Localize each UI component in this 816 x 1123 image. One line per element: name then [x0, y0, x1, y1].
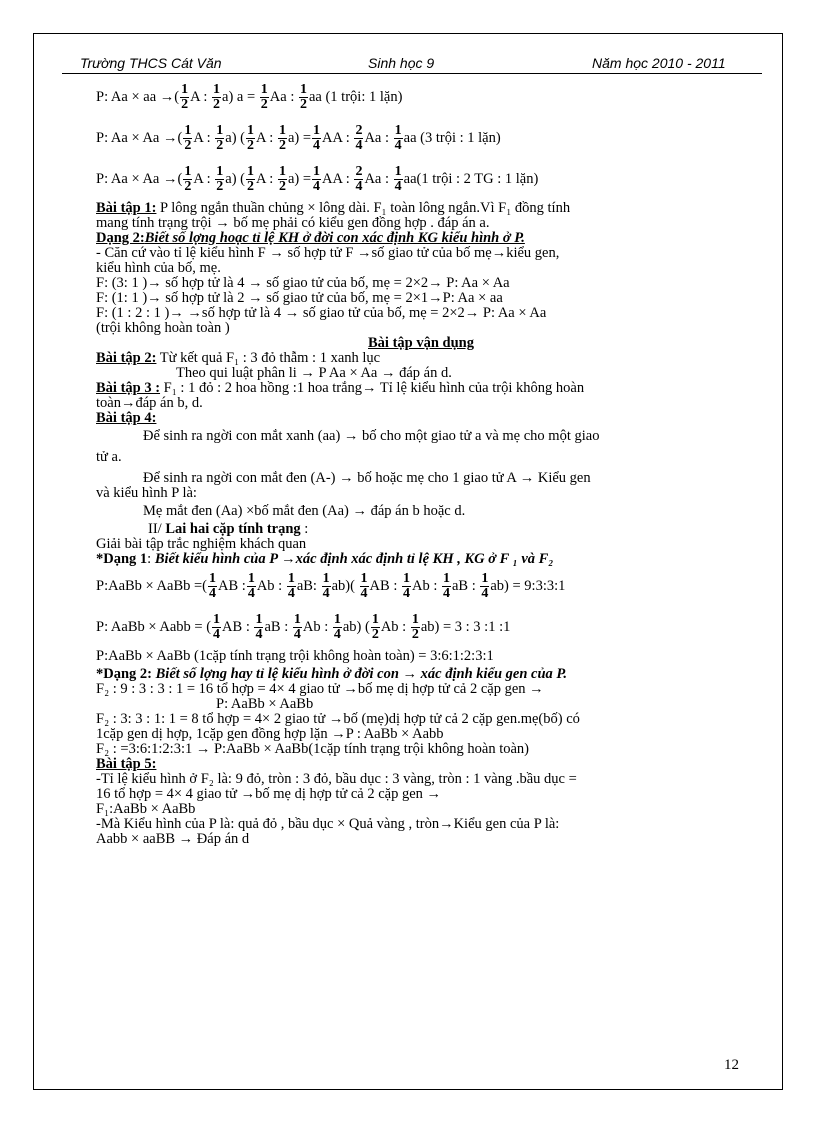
- equation-text: A :: [190, 89, 212, 105]
- equation-text: P: Aa × aa →(: [96, 89, 180, 105]
- equation-text: aa (3 trội : 1 lặn): [403, 130, 501, 146]
- fraction: $\frac{1}{2}$: [278, 123, 286, 154]
- equation-text: ab) (: [342, 619, 370, 635]
- equation-text: aa(1 trội : 2 TG : 1 lặn): [403, 171, 539, 187]
- equation-text: P: AaBb × Aabb = (: [96, 619, 212, 635]
- fraction: $\frac{1}{4}$: [333, 612, 341, 643]
- fraction: $\frac{1}{2}$: [278, 164, 286, 195]
- fraction: $\frac{1}{2}$: [411, 612, 419, 643]
- header-year: Năm học 2010 - 2011: [592, 55, 726, 71]
- equation-text: AA :: [322, 130, 354, 146]
- equation-text: a) (: [225, 130, 245, 146]
- equation-6: P:AaBb × AaBb (1cặp tính trạng trội không hoàn toàn) = 3:6:1:2:3:1: [96, 648, 494, 664]
- equation-3: [96, 160, 746, 198]
- equation-text: aa (1 trội: 1 lặn): [308, 89, 403, 105]
- fraction: $\frac{1}{4}$: [394, 164, 402, 195]
- equation-text: AA :: [322, 171, 354, 187]
- fraction: $\frac{1}{2}$: [184, 164, 192, 195]
- equation-text: aB:: [296, 578, 321, 594]
- equation-4: [96, 567, 746, 605]
- equation-text: A :: [256, 171, 277, 187]
- equation-text: AB :: [222, 619, 254, 635]
- fraction: $\frac{1}{4}$: [287, 571, 295, 602]
- fraction: $\frac{1}{4}$: [442, 571, 450, 602]
- equation-text: Aa :: [364, 171, 393, 187]
- exercise-2: Bài tập 2: Từ kết quả F₁ : 3 đỏ thẫm : 1 xanh lục: [96, 350, 381, 366]
- exercise-3: Bài tập 3 : F₁ : 1 đỏ : 2 hoa hồng :1 hoa trắng→ Tỉ lệ kiểu hình của trội không hoàn: [96, 380, 585, 396]
- fraction: $\frac{1}{4}$: [360, 571, 368, 602]
- fraction: $\frac{1}{2}$: [371, 612, 379, 643]
- section-2-heading: II/ Lai hai cặp tính trạng :: [148, 521, 309, 537]
- document-body: P: Aa × aa →( $\frac{1}{2}$ A : $\frac{1}{2}$ a) a = $\frac{1}{2}$ Aa : $\frac{1}{2}$ aa (1 trội: 1 lặn) P: Aa × Aa →( $\frac{1}{2}$ A : $\frac{1}{2}$ a) ( $\frac{1}{2}$ A : $\frac{1}{2}$ a) = $\frac{1}{4}$ AA : $\frac{2}{4}$ Aa : $\frac{1}{4}$ aa (3 trội : 1 lặn) P: Aa × Aa →( $\frac{1}{2}$ A : $\frac{1}{2}$ a) ( $\frac{1}{2}$ A : $\frac{1}{2}$ a) = $\frac{1}{4}$ AA : $\frac{2}{4}$ Aa : $\frac{1}{4}$ aa(1 trội : 2 TG : 1 lặn) Bài tập 1: P lông ngắn thuần chủng × lông dài. F₁ toàn lông ngắn.Vì F₁ đồng tính mang tính trạng trội → bố mẹ phải có kiểu gen đồng hợp . đáp án a. Dạng 2:Biết số lợng hoạc tỉ lệ KH ở đời con xác định KG kiểu hình ở P. - Căn cứ vào tỉ lệ kiểu hình F → số hợp tử F →số giao tử của bố mẹ→kiểu gen, kiểu hình của bố, mẹ. F: (3: 1 )→ số hợp tử là 4 → số giao tử của bố, mẹ = 2×2→ P: Aa × Aa F: (1: 1 )→ số hợp tử là 2 → số giao tử của bố, mẹ = 2×1→P: Aa × aa F: (1 : 2 : 1 )→ →số hợp tử là 4 → số giao tử của bố, mẹ = 2×2→ P: Aa × Aa (trội không hoàn toàn ) Bài tập vận dụng Bài tập 2: Từ kết quả F₁ : 3 đỏ thẫm : 1 xanh lục Theo qui luật phân li → P Aa × Aa → đáp án d. Bài tập 3 : F₁ : 1 đỏ : 2 hoa hồng :1 hoa trắng→ Tỉ lệ kiểu hình của trội không hoàn toàn→đáp án b, d. Bài tập 4: Để sinh ra ngời con mắt xanh (aa) → bố cho một giao tử a và mẹ cho một giao tử a. Để sinh ra ngời con mắt đen (A-) → bố hoặc mẹ cho 1 giao tử A → Kiểu gen và kiểu hình P là: Mẹ mắt đen (Aa) ×bố mắt đen (Aa) → đáp án b hoặc d. II/ Lai hai cặp tính trạng : Giải bài tập trắc nghiệm khách quan *Dạng 1: Biết kiểu hình của P →xác định xác định tỉ lệ KH , KG ở F ₁ và F₂ P:AaBb × AaBb =( $\frac{1}{4}$ AB : $\frac{1}{4}$ Ab : $\frac{1}{4}$ aB: $\frac{1}{4}$ ab)( $\frac{1}{4}$ AB : $\frac{1}{4}$ Ab : $\frac{1}{4}$ aB : $\frac{1}{4}$ ab) = 9:3:3:1 P: AaBb × Aabb = ( $\frac{1}{4}$ AB : $\frac{1}{4}$ aB : $\frac{1}{4}$ Ab : $\frac{1}{4}$ ab) ( $\frac{1}{2}$ Ab : $\frac{1}{2}$ ab) = 3 : 3 :1 :1 P:AaBb × AaBb (1cặp tính trạng trội không hoàn toàn) = 3:6:1:2:3:1 *Dạng 2: Biết số lợng hay tỉ lệ kiểu hình ở đời con → xác định kiểu gen của P. F₂ : 9 : 3 : 3 : 1 = 16 tổ hợp = 4× 4 giao tử →bố mẹ dị hợp tử cả 2 cặp gen → P: AaBb × AaBb F₂ : 3: 3 : 1: 1 = 8 tổ hợp = 4× 2 giao tử →bố (mẹ)dị hợp tử cả 2 cặp gen.mẹ(bố) có 1cặp gen dị hợp, 1cặp gen đồng hợp lặn →P : AaBb × Aabb F₂ : =3:6:1:2:3:1 → P:AaBb × AaBb(1cặp tính trạng trội không hoàn toàn) Bài tập 5: -Tỉ lệ kiểu hình ở F₂ là: 9 đỏ, tròn : 3 đỏ, bầu dục : 3 vàng, tròn : 1 vàng .bầu dục = 16 tổ hợp = 4× 4 giao tử →bố mẹ dị hợp tử cả 2 cặp gen → F₁:AaBb × AaBb -Mà Kiểu hình của P là: quả đỏ , bầu dục × Quả vàng , tròn→Kiểu gen của P là: Aabb × aaBB → Đáp án d: [96, 78, 746, 847]
- fraction: $\frac{1}{2}$: [299, 82, 307, 113]
- equation-5: [96, 608, 746, 646]
- equation-text: Ab :: [411, 578, 441, 594]
- fraction: $\frac{1}{4}$: [209, 571, 217, 602]
- fraction: $\frac{1}{4}$: [255, 612, 263, 643]
- fraction: $\frac{2}{4}$: [355, 123, 363, 154]
- type-1-heading: *Dạng 1: Biết kiểu hình của P →xác định xác định tỉ lệ KH , KG ở F ₁ và F₂: [96, 551, 554, 567]
- equation-text: aB :: [264, 619, 292, 635]
- equation-text: Ab :: [380, 619, 410, 635]
- equation-text: ab)(: [331, 578, 359, 594]
- fraction: $\frac{1}{2}$: [216, 164, 224, 195]
- exercise-1: Bài tập 1: P lông ngắn thuần chủng × lông dài. F₁ toàn lông ngắn.Vì F₁ đồng tính: [96, 200, 571, 216]
- fraction: $\frac{1}{2}$: [247, 123, 254, 154]
- fraction: $\frac{1}{4}$: [402, 571, 410, 602]
- fraction: $\frac{1}{2}$: [216, 123, 224, 154]
- applied-exercises-title: Bài tập vận dụng: [368, 335, 474, 351]
- fraction: $\frac{1}{2}$: [260, 82, 268, 113]
- equation-text: ab) = 3 : 3 :1 :1: [420, 619, 511, 635]
- page-header: [62, 55, 762, 74]
- equation-text: AB :: [218, 578, 246, 594]
- equation-text: P:AaBb × AaBb =(: [96, 578, 208, 594]
- fraction: $\frac{1}{4}$: [481, 571, 489, 602]
- fraction: $\frac{1}{4}$: [313, 164, 321, 195]
- fraction: $\frac{1}{4}$: [293, 612, 301, 643]
- equation-text: a) =: [287, 130, 312, 146]
- header-school: Trường THCS Cát Văn: [80, 55, 222, 71]
- equation-1: [96, 78, 746, 116]
- equation-text: P: Aa × Aa →(: [96, 171, 183, 187]
- exercise-5-label: Bài tập 5:: [96, 756, 157, 772]
- equation-text: a) (: [225, 171, 245, 187]
- fraction: $\frac{1}{4}$: [313, 123, 321, 154]
- type-2b-heading: *Dạng 2: Biết số lợng hay tỉ lệ kiểu hình ở đời con → xác định kiểu gen của P.: [96, 666, 568, 682]
- equation-text: ab) = 9:3:3:1: [490, 578, 566, 594]
- fraction: $\frac{1}{2}$: [184, 123, 192, 154]
- page-number: 12: [724, 1057, 739, 1073]
- fraction: $\frac{1}{2}$: [181, 82, 189, 113]
- fraction: $\frac{2}{4}$: [355, 164, 363, 195]
- equation-text: aB :: [451, 578, 480, 594]
- type-2-heading: Dạng 2:Biết số lợng hoạc tỉ lệ KH ở đời con xác định KG kiểu hình ở P.: [96, 230, 525, 246]
- equation-text: a) =: [287, 171, 312, 187]
- equation-text: AB :: [369, 578, 401, 594]
- fraction: $\frac{1}{2}$: [247, 164, 254, 195]
- fraction: $\frac{1}{4}$: [247, 571, 255, 602]
- fraction: $\frac{1}{4}$: [213, 612, 221, 643]
- equation-text: Ab :: [302, 619, 332, 635]
- equation-text: P: Aa × Aa →(: [96, 130, 183, 146]
- equation-text: Aa :: [364, 130, 393, 146]
- equation-2: [96, 119, 746, 157]
- equation-text: Ab :: [256, 578, 286, 594]
- fraction: $\frac{1}{2}$: [213, 82, 221, 113]
- exercise-4-label: Bài tập 4:: [96, 410, 157, 426]
- fraction: $\frac{1}{4}$: [322, 571, 330, 602]
- exercise-1-label: Bài tập 1:: [96, 200, 157, 216]
- fraction: $\frac{1}{4}$: [394, 123, 402, 154]
- equation-text: A :: [256, 130, 277, 146]
- header-subject: Sinh học 9: [368, 55, 435, 71]
- equation-text: a) a =: [222, 89, 259, 105]
- equation-text: Aa :: [269, 89, 298, 105]
- equation-text: A :: [193, 171, 215, 187]
- equation-text: A :: [193, 130, 215, 146]
